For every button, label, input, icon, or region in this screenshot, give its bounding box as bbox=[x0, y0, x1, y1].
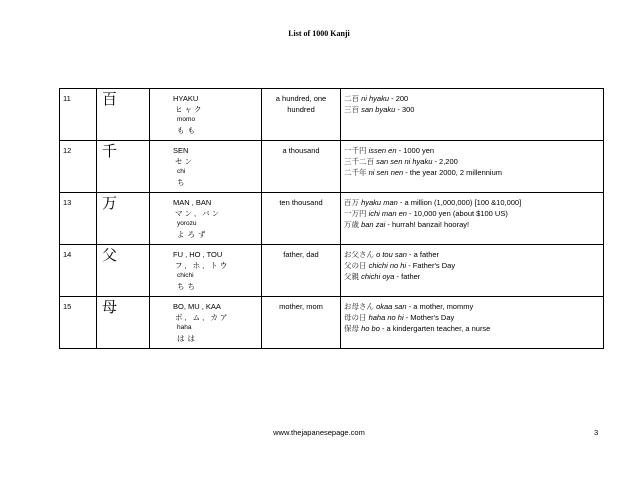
example-romaji: ni sen nen bbox=[368, 168, 404, 177]
example-romaji: chichi no hi bbox=[368, 261, 407, 270]
example-kanji: 万歳 bbox=[344, 220, 359, 229]
example-romaji: haha no hi bbox=[368, 313, 404, 322]
example-gloss: - a million (1,000,000) [100 &10,000] bbox=[397, 198, 522, 207]
example-gloss: - the year 2000, 2 millennium bbox=[403, 168, 503, 177]
example-item bbox=[344, 208, 600, 219]
example-item bbox=[344, 323, 600, 334]
kanji-character: 母 bbox=[102, 298, 118, 316]
on-reading-kana: ボ, ム, カア bbox=[175, 313, 230, 322]
on-reading-romaji: SEN bbox=[173, 146, 189, 155]
kun-reading-romaji: yorozu bbox=[177, 220, 197, 227]
example-romaji: hyaku man bbox=[361, 198, 398, 207]
kanji-character: 万 bbox=[102, 194, 118, 212]
example-kanji: 一千円 bbox=[344, 146, 367, 155]
table-row bbox=[60, 141, 604, 193]
readings-cell bbox=[150, 193, 262, 245]
example-item bbox=[344, 249, 600, 260]
examples-cell bbox=[341, 193, 604, 245]
meaning-cell: mother, mom bbox=[262, 297, 341, 349]
kanji-character: 千 bbox=[102, 142, 118, 160]
example-kanji: 二千年 bbox=[344, 168, 367, 177]
kanji-character: 父 bbox=[102, 246, 118, 264]
kun-reading-romaji: chichi bbox=[177, 272, 194, 279]
table-row bbox=[60, 193, 604, 245]
example-kanji: 母の日 bbox=[344, 313, 367, 322]
example-romaji: san sen ni hyaku bbox=[376, 157, 433, 166]
on-reading-kana: フ, ホ, トウ bbox=[175, 261, 230, 270]
meaning-cell: father, dad bbox=[262, 245, 341, 297]
example-gloss: - a mother, mommy bbox=[406, 302, 474, 311]
row-number: 15 bbox=[60, 297, 97, 349]
meaning-cell: a hundred, one hundred bbox=[262, 89, 341, 141]
example-romaji: ban zai bbox=[361, 220, 386, 229]
kun-reading-kana: ちち bbox=[177, 282, 198, 291]
example-kanji: 二百 bbox=[344, 94, 359, 103]
row-number: 11 bbox=[60, 89, 97, 141]
example-kanji: 百万 bbox=[344, 198, 359, 207]
example-item bbox=[344, 197, 600, 208]
on-reading-romaji: MAN , BAN bbox=[173, 198, 212, 207]
example-kanji: 一万円 bbox=[344, 209, 367, 218]
example-kanji: 三千二百 bbox=[344, 157, 374, 166]
example-gloss: - father bbox=[394, 272, 421, 281]
on-reading-kana: マン, バン bbox=[175, 209, 222, 218]
example-item bbox=[344, 145, 600, 156]
meaning-cell: a thousand bbox=[262, 141, 341, 193]
example-item bbox=[344, 301, 600, 312]
example-gloss: - 10,000 yen (about $100 US) bbox=[406, 209, 508, 218]
kanji-table bbox=[59, 88, 604, 349]
table-row bbox=[60, 89, 604, 141]
kanji-cell bbox=[97, 89, 150, 141]
example-gloss: - 2,200 bbox=[432, 157, 458, 166]
kanji-cell bbox=[97, 297, 150, 349]
example-item bbox=[344, 312, 600, 323]
examples-cell bbox=[341, 89, 604, 141]
kun-reading-kana: はは bbox=[177, 334, 198, 343]
kun-reading-romaji: momo bbox=[177, 116, 196, 123]
row-number: 12 bbox=[60, 141, 97, 193]
kanji-character: 百 bbox=[102, 90, 118, 108]
example-item bbox=[344, 93, 600, 104]
on-reading-romaji: HYAKU bbox=[173, 94, 199, 103]
readings-cell bbox=[150, 89, 262, 141]
example-romaji: ichi man en bbox=[368, 209, 407, 218]
example-romaji: ni hyaku bbox=[361, 94, 390, 103]
table-row bbox=[60, 297, 604, 349]
example-gloss: - 300 bbox=[395, 105, 415, 114]
document-title: List of 1000 Kanji bbox=[288, 29, 350, 38]
row-number: 14 bbox=[60, 245, 97, 297]
kanji-cell bbox=[97, 141, 150, 193]
row-number: 13 bbox=[60, 193, 97, 245]
example-romaji: o tou san bbox=[376, 250, 407, 259]
footer-url: www.thejapanesepage.com bbox=[273, 428, 365, 437]
example-item bbox=[344, 271, 600, 282]
meaning-cell: ten thousand bbox=[262, 193, 341, 245]
examples-cell bbox=[341, 245, 604, 297]
table-row bbox=[60, 245, 604, 297]
kun-reading-romaji: chi bbox=[177, 168, 186, 175]
example-romaji: chichi oya bbox=[361, 272, 395, 281]
example-kanji: 父親 bbox=[344, 272, 359, 281]
example-gloss: - Father's Day bbox=[406, 261, 456, 270]
page-number: 3 bbox=[594, 428, 599, 437]
kanji-cell bbox=[97, 245, 150, 297]
examples-cell bbox=[341, 141, 604, 193]
example-gloss: - a kindergarten teacher, a nurse bbox=[379, 324, 491, 333]
example-gloss: - Mother's Day bbox=[403, 313, 455, 322]
example-kanji: お父さん bbox=[344, 250, 374, 259]
kun-reading-kana: ち bbox=[177, 178, 188, 187]
example-gloss: - a father bbox=[406, 250, 440, 259]
example-item bbox=[344, 219, 600, 230]
readings-cell bbox=[150, 141, 262, 193]
kun-reading-romaji: haha bbox=[177, 324, 192, 331]
example-gloss: - 200 bbox=[389, 94, 409, 103]
on-reading-kana: セン bbox=[175, 157, 194, 166]
example-kanji: お母さん bbox=[344, 302, 374, 311]
example-item bbox=[344, 260, 600, 271]
example-romaji: san byaku bbox=[361, 105, 396, 114]
example-item bbox=[344, 104, 600, 115]
example-item bbox=[344, 167, 600, 178]
readings-cell bbox=[150, 297, 262, 349]
kun-reading-kana: よろず bbox=[177, 230, 209, 239]
on-reading-romaji: FU , HO , TOU bbox=[173, 250, 223, 259]
on-reading-kana: ヒャク bbox=[175, 105, 204, 114]
examples-cell bbox=[341, 297, 604, 349]
example-kanji: 三百 bbox=[344, 105, 359, 114]
example-kanji: 父の日 bbox=[344, 261, 367, 270]
example-gloss: - 1000 yen bbox=[396, 146, 435, 155]
kanji-cell bbox=[97, 193, 150, 245]
example-romaji: okaa san bbox=[376, 302, 407, 311]
example-item bbox=[344, 156, 600, 167]
example-gloss: - hurrah! banzai! hooray! bbox=[385, 220, 470, 229]
on-reading-romaji: BO, MU , KAA bbox=[173, 302, 221, 311]
kun-reading-kana: もも bbox=[177, 126, 198, 135]
example-kanji: 保母 bbox=[344, 324, 359, 333]
example-romaji: ho bo bbox=[361, 324, 380, 333]
readings-cell bbox=[150, 245, 262, 297]
example-romaji: issen en bbox=[368, 146, 397, 155]
